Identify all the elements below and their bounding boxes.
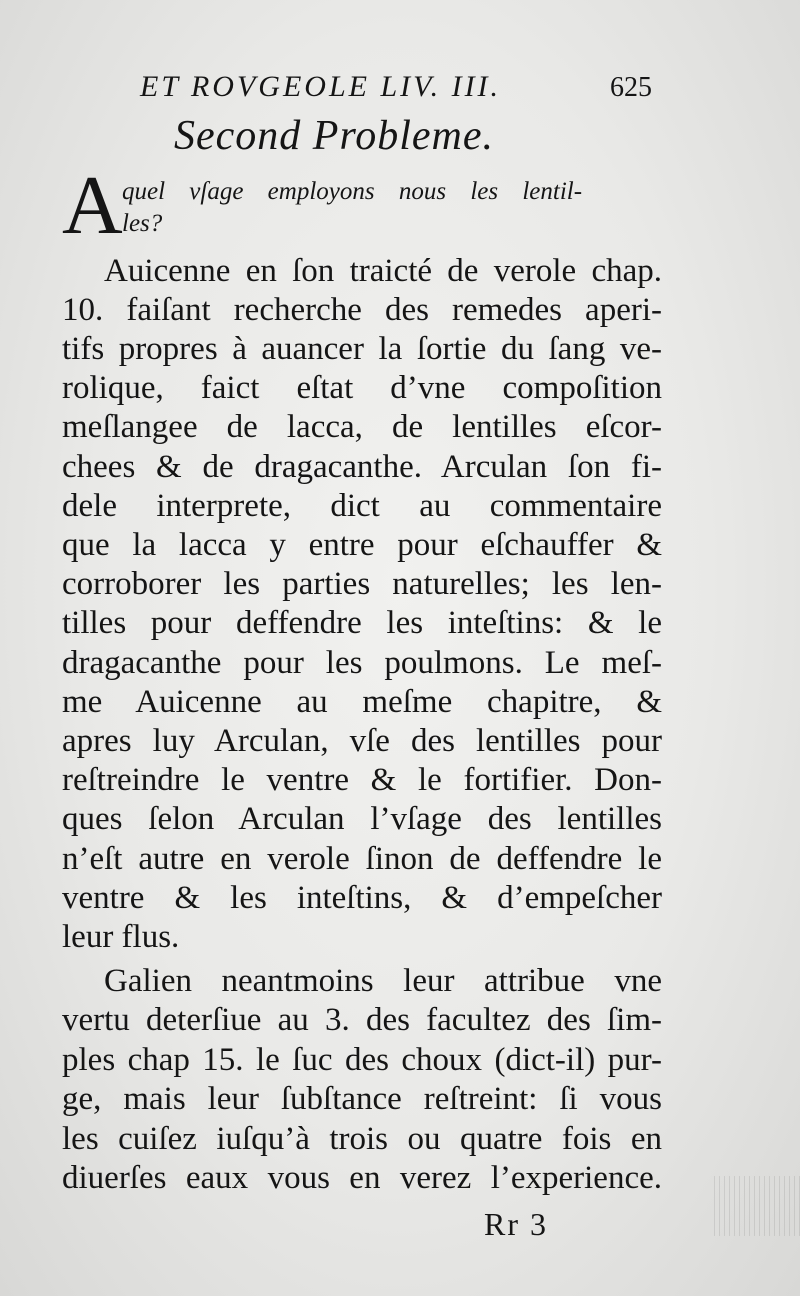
text-line: reſtreindre le ventre & le fortifier. Don-: [62, 762, 662, 798]
question-line-1: quel vſage employons nous les lentil-: [122, 178, 583, 205]
text-line: tifs propres à auancer la ſortie du ſang ve-: [62, 331, 662, 367]
drop-capital: A: [62, 159, 123, 252]
running-head: ET ROVGEOLE LIV. III.: [140, 70, 502, 103]
text-line: n’eſt autre en verole ſinon de deffendre le: [62, 841, 662, 877]
print-specks: [710, 1176, 800, 1236]
text-line: que la lacca y entre pour eſchauffer &: [62, 527, 662, 563]
text-line: ples chap 15. le ſuc des choux (dict-il) pur-: [62, 1042, 662, 1078]
question-block: [62, 159, 662, 252]
text-line: corroborer les parties naturelles; les len-: [62, 566, 662, 602]
text-line: 10. faiſant recherche des remedes aperi-: [62, 292, 662, 328]
text-line: ques ſelon Arculan l’vſage des lentilles: [62, 801, 662, 837]
section-heading: Second Probleme.: [174, 113, 495, 159]
text-line: dele interprete, dict au commentaire: [62, 488, 662, 524]
text-line: tilles pour deffendre les inteſtins: & le: [62, 605, 662, 641]
page-number: 625: [610, 72, 652, 103]
text-line: meſlangee de lacca, de lentilles eſcor-: [62, 409, 662, 445]
text-line: me Auicenne au meſme chapitre, &: [62, 684, 662, 720]
text-line: dragacanthe pour les poulmons. Le meſ-: [62, 645, 662, 681]
text-line: les cuiſez iuſqu’à trois ou quatre fois en: [62, 1121, 662, 1157]
signature-mark: Rr 3: [484, 1206, 548, 1242]
text-line: ventre & les inteſtins, & d’empeſcher: [62, 880, 662, 916]
text-line: apres luy Arculan, vſe des lentilles pour: [62, 723, 662, 759]
text-line: Galien neantmoins leur attribue vne: [104, 963, 662, 999]
text-line: chees & de dragacanthe. Arculan ſon fi-: [62, 449, 662, 485]
text-line: rolique, faict eſtat d’vne compoſition: [62, 370, 662, 406]
text-line: diuerſes eaux vous en verez l’experience.: [62, 1160, 662, 1196]
question-line-2: les?: [122, 210, 163, 237]
text-line: ge, mais leur ſubſtance reſtreint: ſi vous: [62, 1081, 662, 1117]
text-line: vertu deterſiue au 3. des facultez des ſim-: [62, 1002, 662, 1038]
text-line: Auicenne en ſon traicté de verole chap.: [104, 253, 662, 289]
text-line: leur flus.: [62, 919, 180, 955]
